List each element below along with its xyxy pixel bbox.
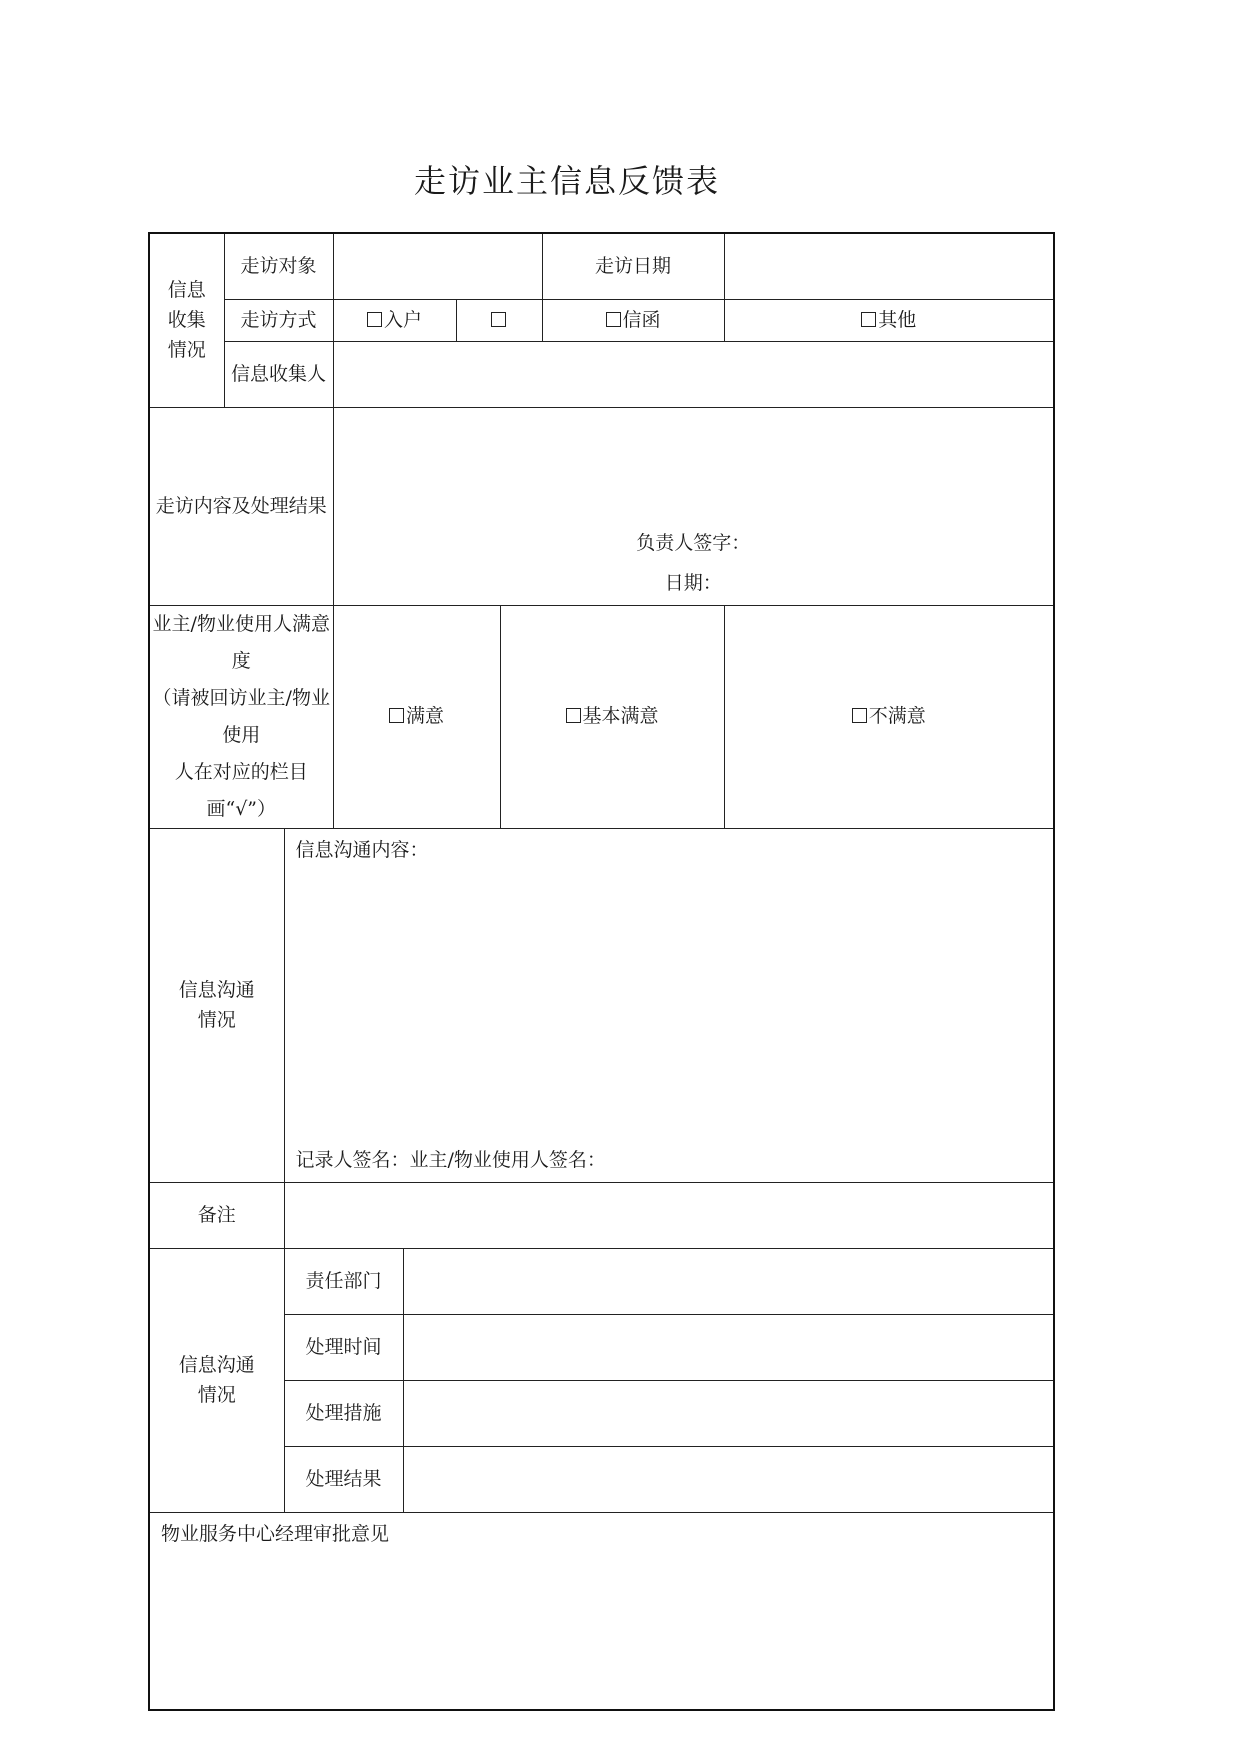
feedback-form-table [148,232,1055,1711]
handling-label-line-1: 信息沟通 [178,1353,255,1376]
info-collection-label [149,233,224,407]
satisfaction-option-label: 满意 [406,705,445,728]
satisfaction-option-basic[interactable] [500,605,724,828]
visit-date-field[interactable] [724,233,1054,299]
satisfaction-option-label: 基本满意 [582,705,659,728]
content-date-label: 日期： [664,571,722,594]
info-collection-label-line-2: 收集 [167,309,206,332]
satisfaction-label-line-3: 人在对应的栏目画“√”） [174,760,308,820]
visit-date-label: 走访日期 [542,233,724,299]
communication-signature-line: 记录人签名：业主/物业使用人签名： [295,1149,606,1172]
remarks-field[interactable] [284,1182,1054,1248]
visit-content-field[interactable] [333,407,1054,605]
communication-content-label: 信息沟通内容： [295,838,429,861]
handling-label-line-2: 情况 [197,1384,236,1407]
communication-content-field[interactable] [284,828,1054,1182]
handling-result-field[interactable] [403,1446,1054,1512]
checkbox-icon[interactable] [491,312,506,327]
responsible-dept-field[interactable] [403,1248,1054,1314]
signer-label: 负责人签字： [636,531,751,554]
visit-method-label: 走访方式 [224,299,333,341]
approval-label: 物业服务中心经理审批意见 [161,1522,390,1545]
method-option-blank[interactable] [456,299,542,341]
communication-label-line-2: 情况 [197,1009,236,1032]
checkbox-icon[interactable] [861,312,876,327]
checkbox-icon[interactable] [367,312,382,327]
satisfaction-label [149,605,333,828]
satisfaction-label-line-1: 业主/物业使用人满意度 [152,612,330,672]
handling-time-field[interactable] [403,1314,1054,1380]
handling-measures-field[interactable] [403,1380,1054,1446]
handling-label [149,1248,284,1512]
collector-label: 信息收集人 [224,341,333,407]
handling-result-label: 处理结果 [284,1446,403,1512]
approval-field[interactable] [149,1512,1054,1710]
info-collection-label-line-3: 情况 [167,339,206,362]
responsible-dept-label: 责任部门 [284,1248,403,1314]
method-option-label: 其他 [878,308,917,331]
method-option-label: 信函 [622,308,661,331]
handling-measures-label: 处理措施 [284,1380,403,1446]
satisfaction-label-line-2: （请被回访业主/物业使用 [152,686,330,746]
collector-field[interactable] [333,341,1054,407]
checkbox-icon[interactable] [566,708,581,723]
form-title: 走访业主信息反馈表 [413,162,720,200]
satisfaction-option-unsatisfied[interactable] [724,605,1054,828]
satisfaction-option-label: 不满意 [868,705,926,728]
method-option-home-visit[interactable] [333,299,456,341]
visit-target-label: 走访对象 [224,233,333,299]
checkbox-icon[interactable] [852,708,867,723]
method-option-letter[interactable] [542,299,724,341]
handling-time-label: 处理时间 [284,1314,403,1380]
checkbox-icon[interactable] [389,708,404,723]
checkbox-icon[interactable] [606,312,621,327]
communication-label-line-1: 信息沟通 [178,978,255,1001]
satisfaction-option-satisfied[interactable] [333,605,500,828]
method-option-other[interactable] [724,299,1054,341]
communication-label [149,828,284,1182]
info-collection-label-line-1: 信息 [167,278,206,301]
visit-content-label: 走访内容及处理结果 [149,407,333,605]
remarks-label: 备注 [149,1182,284,1248]
visit-target-field[interactable] [333,233,542,299]
method-option-label: 入户 [384,308,423,331]
